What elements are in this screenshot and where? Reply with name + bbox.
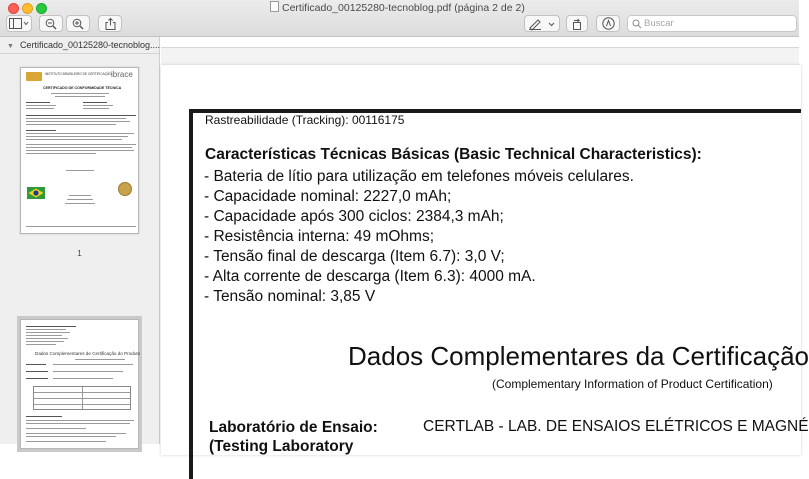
thumb2-table <box>33 386 131 410</box>
minimize-window-button[interactable] <box>22 3 33 14</box>
annotate-pen-circle-icon <box>602 17 615 30</box>
share-button[interactable] <box>98 15 122 32</box>
close-window-button[interactable] <box>8 3 19 14</box>
zoom-out-button[interactable] <box>39 15 63 32</box>
characteristic-item: - Alta corrente de descarga (Item 6.3): 4000 mA. <box>204 268 536 285</box>
search-field[interactable] <box>627 15 797 32</box>
markup-pen-icon <box>527 18 557 30</box>
characteristic-item: - Resistência interna: 49 mOhms; <box>204 228 435 245</box>
thumb2-heading: Dados Complementares de Certificação do Produto <box>35 351 141 356</box>
share-icon <box>105 18 116 30</box>
complementary-title: Dados Complementares da Certificação <box>348 341 809 371</box>
thumb1-institute: INSTITUTO BRASILEIRO DE CERTIFICAÇÃO <box>45 72 112 76</box>
search-input[interactable] <box>644 16 794 31</box>
pdf-document-icon <box>270 1 279 12</box>
tracking-number: Rastreabilidade (Tracking): 00116175 <box>205 113 405 127</box>
sidebar-icon <box>9 18 29 29</box>
institute-logo-icon <box>26 72 42 81</box>
testing-laboratory-label-en: (Testing Laboratory <box>209 438 354 455</box>
markup-button[interactable] <box>524 15 560 32</box>
zoom-out-icon <box>45 18 57 30</box>
window-title <box>270 1 525 14</box>
sidebar-toggle-button[interactable] <box>6 15 32 32</box>
brazil-flag-icon <box>27 186 45 198</box>
testing-laboratory-value: CERTLAB - LAB. DE ENSAIOS ELÉTRICOS E MAGNÉ <box>423 418 809 435</box>
zoom-window-button[interactable] <box>36 3 47 14</box>
zoom-in-button[interactable] <box>66 15 90 32</box>
characteristic-item: - Tensão final de descarga (Item 6.7): 3,0 V; <box>204 248 505 265</box>
title-bar <box>0 0 799 37</box>
rotate-icon <box>571 18 583 30</box>
sidebar-document-name: Certificado_00125280-tecnoblog.... <box>19 40 161 50</box>
complementary-subtitle: (Complementary Information of Product Certification) <box>492 377 773 391</box>
page-thumbnail-1[interactable] <box>20 67 139 234</box>
sidebar-document-header[interactable] <box>0 37 159 54</box>
thumb1-heading: CERTIFICADO DE CONFORMIDADE TÉCNICA <box>43 86 122 90</box>
characteristic-item: - Bateria de lítio para utilização em telefones móveis celulares. <box>204 168 634 185</box>
page-thumbnail-2[interactable] <box>20 319 139 449</box>
characteristic-item: - Capacidade após 300 ciclos: 2384,3 mAh; <box>204 208 504 225</box>
annotate-button[interactable] <box>596 15 620 32</box>
characteristic-item: - Capacidade nominal: 2227,0 mAh; <box>204 188 452 205</box>
search-icon <box>632 19 642 29</box>
page-number-1: 1 <box>77 249 82 258</box>
window-title-text: Certificado_00125280-tecnoblog.pdf (página 2 de 2) <box>282 2 525 14</box>
testing-laboratory-label <box>209 418 378 456</box>
characteristic-item: - Tensão nominal: 3,85 V <box>204 288 376 305</box>
thumbnail-sidebar <box>0 37 160 444</box>
testing-laboratory-label-pt: Laboratório de Ensaio: <box>209 419 378 436</box>
previous-page-edge <box>161 37 799 48</box>
zoom-in-icon <box>72 18 84 30</box>
characteristics-list <box>204 167 634 307</box>
disclosure-triangle-icon[interactable]: ▼ <box>7 43 14 50</box>
certification-seal-icon <box>118 182 132 196</box>
rotate-button[interactable] <box>566 15 588 32</box>
characteristics-title: Características Técnicas Básicas (Basic Technical Characteristics): <box>205 146 702 163</box>
thumb1-brand: ibrace <box>111 70 133 79</box>
